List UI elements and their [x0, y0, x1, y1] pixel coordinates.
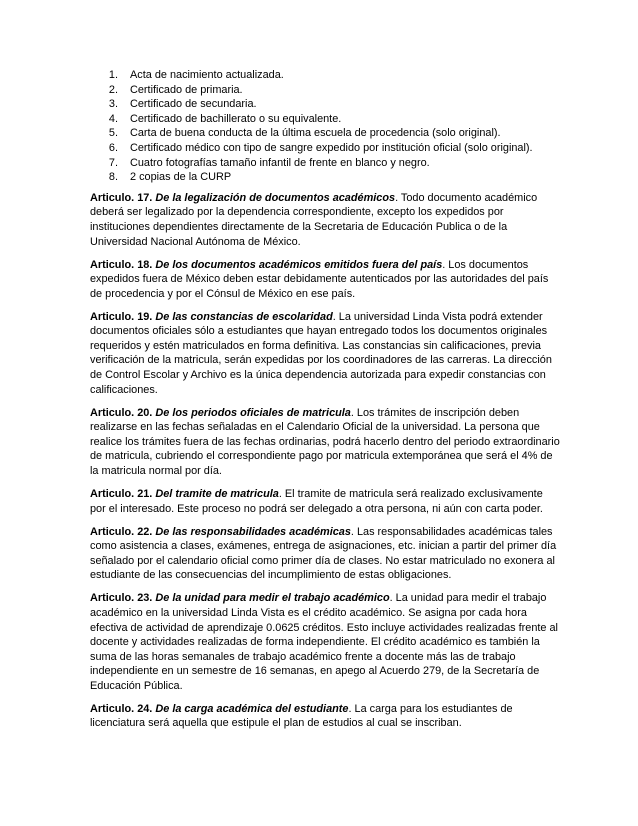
list-item-number: 6.: [108, 141, 118, 154]
list-item-number: 4.: [108, 112, 118, 125]
document-page: [90, 68, 560, 739]
list-item: [90, 112, 560, 127]
article-label: Articulo. 24.: [90, 702, 153, 715]
requirements-list: [90, 68, 560, 185]
article-19: [90, 310, 560, 398]
list-item-number: 7.: [108, 156, 118, 169]
list-item-text: Certificado de secundaria.: [130, 98, 257, 111]
article-body: . La universidad Linda Vista podrá extender documentos oficiales sólo a estudiantes que hayan entregado todos los documentos originales requeridos y estén matriculados en forma definitiva. Las constancias sin calificaciones, previa verificación de la matricula, serán expedidas por los coordinadores de las carreras. La dirección de Control Escolar y Archivo es la única dependencia autorizada para expedir constancias con calificaciones.: [90, 310, 552, 396]
article-title: De los periodos oficiales de matricula: [155, 406, 351, 419]
article-label: Articulo. 17.: [90, 191, 153, 204]
list-item-text: Cuatro fotografías tamaño infantil de frente en blanco y negro.: [130, 156, 430, 169]
article-title: De la carga académica del estudiante: [155, 702, 349, 715]
article-label: Articulo. 21.: [90, 488, 153, 500]
article-body: . La carga para los estudiantes de licenciatura será aquella que estipule el plan de estudios al cual se inscriban.: [90, 702, 513, 730]
article-title: De la legalización de documentos académicos: [155, 191, 396, 204]
article-label: Articulo. 22.: [90, 525, 153, 538]
article-title: De las constancias de escolaridad: [155, 310, 333, 323]
article-22: [90, 525, 560, 583]
list-item-number: 5.: [108, 127, 118, 140]
list-item: [90, 156, 560, 171]
article-body: . La unidad para medir el trabajo académico en la universidad Linda Vista es el crédito académico. Se asigna por cada hora efectiva de actividad de aprendizaje 0.0625 créditos. Esto incluye actividades realizadas frente al docente y actividades realizadas de forma independiente. El crédito académico es también la suma de las horas semanales de trabajo académico frente a docente más las de trabajo independiente en un semestre de 16 semanas, en apego al Acuerdo 279, de la Secretaría de Educación Pública.: [90, 592, 558, 692]
article-title: De la unidad para medir el trabajo académico: [155, 592, 390, 605]
list-item-text: Certificado de primaria.: [130, 83, 243, 96]
list-item-text: Certificado de bachillerato o su equivalente.: [130, 112, 342, 125]
list-item-text: Acta de nacimiento actualizada.: [130, 69, 284, 81]
article-label: Articulo. 20.: [90, 406, 153, 419]
article-21: [90, 487, 560, 516]
list-item: [90, 68, 560, 83]
list-item: [90, 126, 560, 141]
article-title: De los documentos académicos emitidos fuera del país: [155, 258, 443, 271]
article-23: [90, 591, 560, 693]
article-title: Del tramite de matricula: [155, 488, 279, 500]
list-item: [90, 83, 560, 98]
article-body: . Los documentos expedidos fuera de México deben estar debidamente autenticados por las autoridades del país de procedencia y por el Cónsul de México en ese país.: [90, 258, 549, 300]
article-17: [90, 191, 560, 249]
article-body: . Todo documento académico deberá ser legalizado por la dependencia correspondiente, excepto los expedidos por instituciones dependientes directamente de la Secretaria de Educación Publica o de la Universidad Nacional Autónoma de México.: [90, 191, 538, 248]
list-item-text: Certificado médico con tipo de sangre expedido por institución oficial (solo original).: [130, 141, 533, 154]
article-label: Articulo. 18.: [90, 258, 153, 271]
article-label: Articulo. 19.: [90, 310, 153, 323]
list-item: [90, 141, 560, 156]
article-body: . Los trámites de inscripción deben realizarse en las fechas señaladas en el Calendario Oficial de la universidad. La persona que realice los trámites fuera de las fechas ordinarias, podrá hacerlo dentro del periodo extraordinario de matricula, cubriendo el correspondiente pago por matricula extemporánea que será el 4% de la matricula normal por día.: [90, 406, 560, 478]
list-item: [90, 170, 560, 185]
list-item-text: 2 copias de la CURP: [130, 171, 232, 184]
article-20: [90, 406, 560, 479]
list-item: [90, 97, 560, 112]
article-body: . El tramite de matricula será realizado exclusivamente por el interesado. Este proceso no podrá ser delegado a otra persona, ni aún con carta poder.: [90, 488, 543, 515]
list-item-number: 1.: [108, 69, 118, 81]
list-item-number: 2.: [108, 83, 118, 96]
article-24: [90, 702, 560, 731]
list-item-text: Carta de buena conducta de la última escuela de procedencia (solo original).: [130, 127, 501, 140]
article-label: Articulo. 23.: [90, 592, 153, 605]
article-18: [90, 258, 560, 302]
list-item-number: 3.: [108, 98, 118, 111]
article-body: . Las responsabilidades académicas tales como asistencia a clases, exámenes, entrega de asignaciones, etc. inician a partir del primer día señalado por el calendario oficial como primer día de clases. No estar matriculado no exonera al estudiante de las consecuencias del incumplimiento de estas obligaciones.: [90, 525, 557, 582]
list-item-number: 8.: [108, 171, 118, 184]
article-title: De las responsabilidades académicas: [155, 525, 351, 538]
